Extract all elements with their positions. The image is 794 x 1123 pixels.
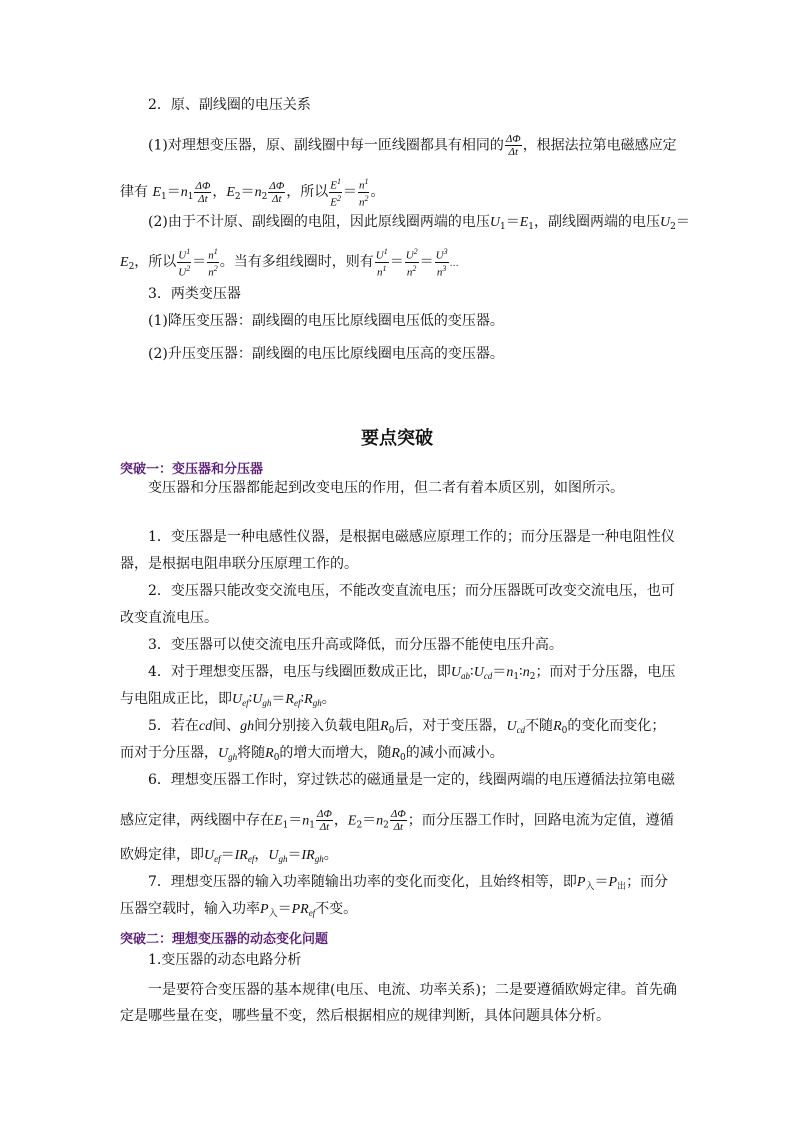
fraction-U3-n3: $\frac{U^3}{n^3}$ — [435, 247, 448, 279]
item-7-line-2: 压器空载时，输入功率$P_入=PR_{ef}$不变。 — [120, 901, 358, 919]
item-5-line-2: 而对于分压器，$U_{gh}$将随$R_0$的增大而增大，随$R_0$的减小而减小。 — [120, 745, 504, 763]
step-down-transformer: (1)降压变压器：副线圈的电压比原线圈电压低的变压器。 — [148, 313, 504, 329]
fraction-U1-n1: $\frac{U^1}{n^1}$ — [375, 247, 388, 279]
item-1-line-2: 器，是根据电阻串联分压原理工作的。 — [120, 556, 358, 572]
item-6-line-1: 6．理想变压器工作时，穿过铁芯的磁通量是一定的，线圈两端的电压遵循法拉第电磁 — [148, 772, 675, 788]
fraction-E1-E2: $\frac{E^1}{E^2}$ — [330, 177, 341, 209]
item-6-line-3: 欧姆定律，即$U_{ef}=IR_{ef}$，$U_{gh}=IR_{gh}$。 — [120, 847, 338, 864]
text: 与电阻成正比，即 — [120, 691, 232, 707]
numerator: ΔΦ — [390, 808, 406, 820]
fraction-U2-n2: $\frac{U^2}{n^2}$ — [405, 247, 418, 279]
text: 间分别接入负载电阻 — [254, 718, 381, 734]
text: 将随 — [237, 745, 266, 761]
section-2-para-line-2: 定是哪些量在变，哪些量不变，然后根据相应的规律判断，具体问题具体分析。 — [120, 1008, 610, 1024]
text: ；而分 — [626, 874, 669, 890]
denominator: Δt — [194, 192, 211, 205]
item-3: 3．变压器可以使交流电压升高或降低，而分压器不能使电压升高。 — [148, 637, 563, 653]
numerator: ΔΦ — [195, 179, 211, 192]
heading-two-types: 3．两类变压器 — [148, 286, 241, 302]
item-6-line-2: 感应定律，两线圈中存在$E_1=n_1$ $\frac{\Delta\Phi}{\Delta t}$ ，$E_2=n_2$ $\frac{\Delta\Phi}{\Delta t}$ ；而分压器工作时，回路电流为定值，遵循 — [120, 808, 674, 833]
text: 后，对于变压器， — [394, 718, 507, 734]
text: 律有 — [120, 184, 148, 201]
denominator: Δt — [390, 820, 407, 833]
text: (2)由于不计原、副线圈的电阻，因此原线圈两端的电压 — [148, 214, 490, 230]
text: 不随 — [525, 718, 554, 734]
fraction-dphi-dt — [268, 180, 285, 205]
text: 不变。 — [315, 901, 358, 917]
text: 7．理想变压器的输入功率随输出功率的变化而变化，且始终相等，即 — [148, 874, 577, 890]
para-2-line-1: (2)由于不计原、副线圈的电阻，因此原线圈两端的电压$U_1=E_1$，副线圈两端的电压$U_2=$ — [148, 214, 690, 232]
text: 的增大而增大，随 — [279, 745, 392, 761]
text: ，根据法拉第电磁感应定 — [522, 137, 677, 154]
text: 间、 — [212, 718, 241, 734]
para-2-line-2: $E_2$，所以 $\frac{U^1}{U^2}$ ＝ $\frac{n^1}{n^2}$ 。当有多组线圈时，则有 $\frac{U^1}{n^1}$ ＝ $\frac{U^2}{n^2}$ ＝ $\frac{U^3}{n^3}$ … — [120, 247, 459, 279]
text: 压器空载时，输入功率 — [120, 901, 260, 917]
item-4-line-1: 4．对于理想变压器，电压与线圈匝数成正比，即$U_{ab}∶U_{cd}=n_1∶n_2$；而对于分压器，电压 — [148, 664, 676, 682]
numerator: ΔΦ — [505, 133, 521, 145]
text: 的变化而变化； — [567, 718, 666, 734]
section-title: 要点突破 — [361, 428, 433, 449]
item-2-line-2: 改变直流电压。 — [120, 610, 218, 626]
text: 欧姆定律，即 — [120, 847, 204, 863]
denominator: Δt — [505, 145, 522, 158]
section-2-para-line-1: 一是要符合变压器的基本规律(电压、电流、功率关系)；二是要遵循欧姆定律。首先确 — [148, 982, 677, 998]
text: ，所以 — [134, 254, 177, 271]
section-1-intro: 变压器和分压器都能起到改变电压的作用，但二者有着本质区别，如图所示。 — [148, 480, 624, 496]
step-up-transformer: (2)升压变压器：副线圈的电压比原线圈电压高的变压器。 — [148, 346, 504, 362]
text: 5．若在 — [148, 718, 199, 734]
item-5-line-1: 5．若在cd间、gh间分别接入负载电阻$R_0$后，对于变压器，$U_{cd}$不随$R_0$的变化而变化； — [148, 718, 666, 736]
numerator: ΔΦ — [269, 179, 285, 192]
text: 4．对于理想变压器，电压与线圈匝数成正比，即 — [148, 664, 451, 680]
denominator: Δt — [316, 820, 333, 833]
text: 感应定律，两线圈中存在 — [120, 812, 274, 829]
section-2-subheading: 1.变压器的动态电路分析 — [148, 952, 302, 968]
section-heading-2: 突破二：理想变压器的动态变化问题 — [120, 932, 329, 947]
fraction-dphi-dt — [194, 180, 211, 205]
numerator: ΔΦ — [317, 808, 332, 820]
text: (1)对理想变压器，原、副线圈中每一匝线圈都具有相同的 — [148, 137, 504, 154]
text: 。 — [370, 184, 385, 201]
item-4-line-2: 与电阻成正比，即$U_{ef}∶U_{gh}=R_{ef}∶R_{gh}$。 — [120, 691, 336, 708]
fraction-dphi-dt — [316, 808, 333, 833]
fraction-n1-n2: $\frac{n^1}{n^2}$ — [208, 247, 218, 279]
ellipsis: … — [449, 259, 459, 270]
para-1-line-1 — [148, 133, 677, 158]
item-1-line-1: 1．变压器是一种电感性仪器，是根据电磁感应原理工作的；而分压器是一种电阻性仪 — [148, 529, 675, 545]
item-2-line-1: 2．变压器只能改变交流电压，不能改变直流电压；而分压器既可改变交流电压，也可 — [148, 583, 675, 599]
text: ；而对于分压器，电压 — [535, 664, 676, 680]
item-7-line-1: 7．理想变压器的输入功率随输出功率的变化而变化，且始终相等，即$P_入=P_出$；而分 — [148, 874, 669, 892]
section-heading-1: 突破一：变压器和分压器 — [120, 462, 264, 477]
heading-voltage-relation: 2．原、副线圈的电压关系 — [148, 97, 311, 113]
text: ，所以 — [286, 184, 329, 201]
fraction-dphi-dt — [390, 808, 407, 833]
para-1-line-2: 律有 $E_1=n_1$ $\frac{\Delta\Phi}{\Delta t}$ ，$E_2=n_2$ $\frac{\Delta\Phi}{\Delta t}$ ，所以 $\frac{E^1}{E^2}$ ＝ $\frac{n^1}{n^2}$ 。 — [120, 177, 385, 209]
text: 的减小而减小。 — [405, 745, 504, 761]
fraction-dphi-dt — [505, 133, 522, 158]
fraction-U1-U2: $\frac{U^1}{U^2}$ — [178, 247, 191, 279]
text: 而对于分压器， — [120, 745, 218, 761]
text: 。当有多组线圈时，则有 — [219, 254, 374, 271]
denominator: Δt — [268, 192, 285, 205]
text: ，副线圈两端的电压 — [534, 214, 660, 230]
fraction-n1-n2: $\frac{n^1}{n^2}$ — [358, 177, 369, 209]
text: ；而分压器工作时，回路电流为定值，遵循 — [407, 812, 674, 829]
